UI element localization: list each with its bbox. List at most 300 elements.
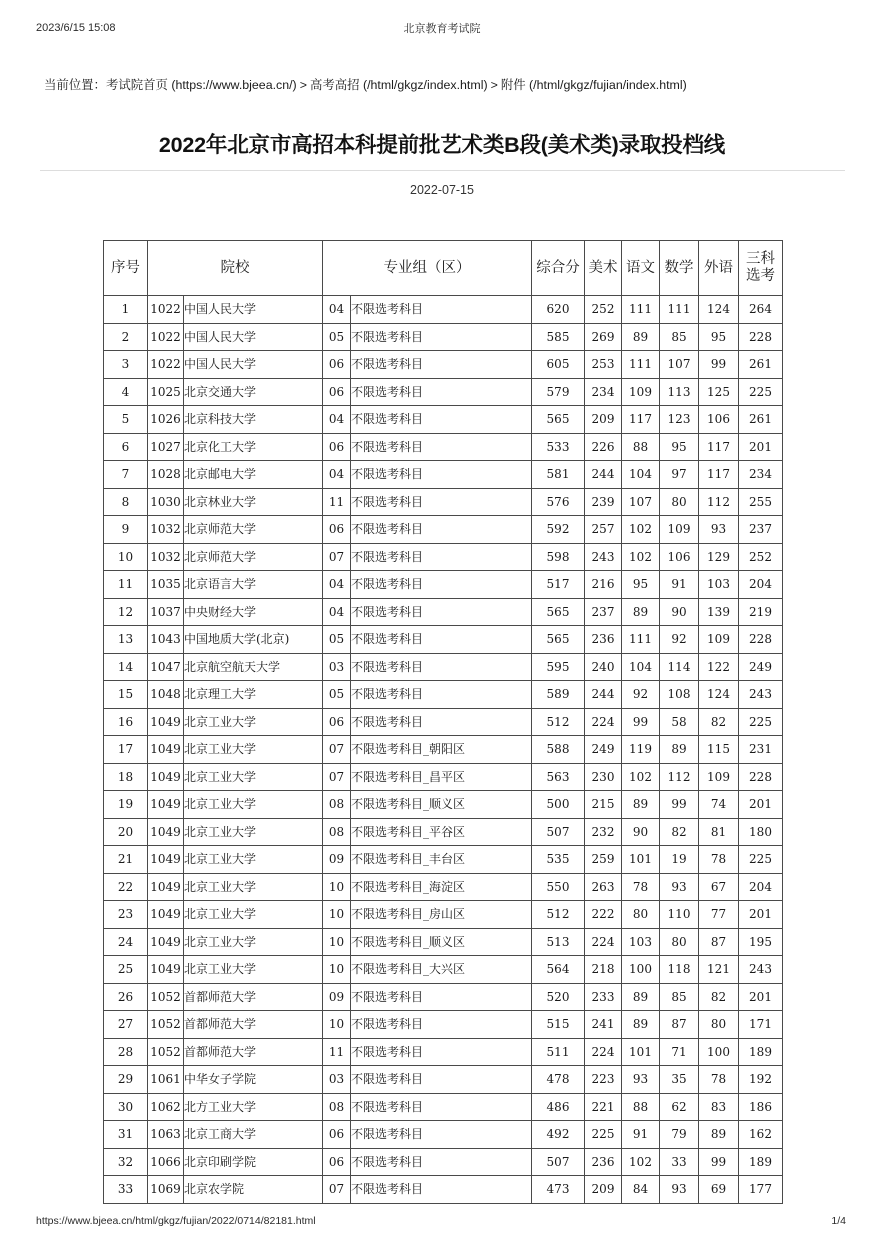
cell-math-score: 118 xyxy=(660,956,699,984)
cell-three-subject-score: 177 xyxy=(739,1176,783,1204)
cell-math-score: 111 xyxy=(660,296,699,324)
cell-math-score: 85 xyxy=(660,983,699,1011)
cell-foreign-score: 89 xyxy=(699,1121,739,1149)
cell-composite-score: 581 xyxy=(532,461,585,489)
cell-foreign-score: 99 xyxy=(699,1148,739,1176)
cell-chinese-score: 102 xyxy=(622,763,660,791)
cell-foreign-score: 78 xyxy=(699,1066,739,1094)
cell-three-subject-score: 201 xyxy=(739,983,783,1011)
cell-three-subject-score: 171 xyxy=(739,1011,783,1039)
cell-school-name: 首都师范大学 xyxy=(184,1038,323,1066)
cell-three-subject-score: 264 xyxy=(739,296,783,324)
cell-group-name: 不限选考科目_昌平区 xyxy=(351,763,532,791)
cell-three-subject-score: 228 xyxy=(739,323,783,351)
cell-group-name: 不限选考科目 xyxy=(351,571,532,599)
cell-three-subject-score: 261 xyxy=(739,351,783,379)
cell-group-name: 不限选考科目 xyxy=(351,653,532,681)
cell-math-score: 93 xyxy=(660,873,699,901)
cell-group-name: 不限选考科目 xyxy=(351,1011,532,1039)
cell-group-name: 不限选考科目 xyxy=(351,516,532,544)
cell-foreign-score: 80 xyxy=(699,1011,739,1039)
cell-art-score: 236 xyxy=(585,626,622,654)
cell-index: 6 xyxy=(104,433,148,461)
cell-school-code: 1049 xyxy=(148,708,184,736)
table-row xyxy=(104,846,783,874)
cell-group-code: 08 xyxy=(323,791,351,819)
cell-school-name: 北京工业大学 xyxy=(184,901,323,929)
cell-school-name: 北京工业大学 xyxy=(184,956,323,984)
cell-math-score: 95 xyxy=(660,433,699,461)
cell-group-name: 不限选考科目 xyxy=(351,1176,532,1204)
cell-group-name: 不限选考科目 xyxy=(351,983,532,1011)
cell-school-code: 1027 xyxy=(148,433,184,461)
table-row xyxy=(104,763,783,791)
cell-school-code: 1049 xyxy=(148,763,184,791)
cell-school-code: 1022 xyxy=(148,296,184,324)
cell-school-name: 北京工业大学 xyxy=(184,818,323,846)
cell-art-score: 244 xyxy=(585,461,622,489)
cell-group-code: 04 xyxy=(323,461,351,489)
cell-composite-score: 565 xyxy=(532,406,585,434)
cell-school-code: 1049 xyxy=(148,928,184,956)
cell-school-name: 北京工业大学 xyxy=(184,846,323,874)
column-header-art: 美术 xyxy=(585,241,622,296)
cell-math-score: 80 xyxy=(660,928,699,956)
breadcrumb-item-home[interactable]: 考试院首页 (https://www.bjeea.cn/) xyxy=(105,78,297,92)
cell-chinese-score: 89 xyxy=(622,983,660,1011)
cell-foreign-score: 83 xyxy=(699,1093,739,1121)
cell-math-score: 97 xyxy=(660,461,699,489)
cell-three-subject-score: 180 xyxy=(739,818,783,846)
cell-school-code: 1047 xyxy=(148,653,184,681)
cell-school-name: 北方工业大学 xyxy=(184,1093,323,1121)
cell-school-code: 1063 xyxy=(148,1121,184,1149)
cell-math-score: 92 xyxy=(660,626,699,654)
cell-school-code: 1049 xyxy=(148,873,184,901)
cell-foreign-score: 112 xyxy=(699,488,739,516)
cell-three-subject-score: 228 xyxy=(739,626,783,654)
cell-index: 12 xyxy=(104,598,148,626)
cell-composite-score: 565 xyxy=(532,626,585,654)
cell-art-score: 257 xyxy=(585,516,622,544)
cell-foreign-score: 82 xyxy=(699,708,739,736)
cell-school-code: 1026 xyxy=(148,406,184,434)
cell-three-subject-score: 225 xyxy=(739,378,783,406)
cell-chinese-score: 111 xyxy=(622,626,660,654)
cell-chinese-score: 90 xyxy=(622,818,660,846)
table-row xyxy=(104,571,783,599)
cell-chinese-score: 80 xyxy=(622,901,660,929)
cell-composite-score: 513 xyxy=(532,928,585,956)
table-row xyxy=(104,653,783,681)
cell-art-score: 239 xyxy=(585,488,622,516)
cell-school-code: 1032 xyxy=(148,543,184,571)
cell-group-code: 10 xyxy=(323,956,351,984)
cell-composite-score: 507 xyxy=(532,1148,585,1176)
breadcrumb-item-fujian[interactable]: 附件 (/html/gkgz/fujian/index.html) xyxy=(500,78,687,92)
cell-group-name: 不限选考科目 xyxy=(351,461,532,489)
cell-school-name: 中华女子学院 xyxy=(184,1066,323,1094)
breadcrumb-separator-1: > xyxy=(299,78,307,92)
cell-foreign-score: 81 xyxy=(699,818,739,846)
cell-composite-score: 576 xyxy=(532,488,585,516)
cell-group-code: 06 xyxy=(323,433,351,461)
cell-group-name: 不限选考科目_顺义区 xyxy=(351,928,532,956)
cell-school-code: 1048 xyxy=(148,681,184,709)
cell-math-score: 114 xyxy=(660,653,699,681)
cell-chinese-score: 119 xyxy=(622,736,660,764)
cell-school-name: 北京工业大学 xyxy=(184,791,323,819)
cell-math-score: 33 xyxy=(660,1148,699,1176)
print-header xyxy=(0,18,884,38)
cell-chinese-score: 88 xyxy=(622,1093,660,1121)
cell-index: 4 xyxy=(104,378,148,406)
column-header-school: 院校 xyxy=(148,241,323,296)
cell-group-name: 不限选考科目 xyxy=(351,543,532,571)
table-row xyxy=(104,543,783,571)
cell-composite-score: 563 xyxy=(532,763,585,791)
cell-index: 14 xyxy=(104,653,148,681)
breadcrumb-item-gkgz[interactable]: 高考高招 (/html/gkgz/index.html) xyxy=(309,78,488,92)
cell-math-score: 58 xyxy=(660,708,699,736)
cell-three-subject-score: 195 xyxy=(739,928,783,956)
cell-three-subject-score: 201 xyxy=(739,901,783,929)
table-row xyxy=(104,873,783,901)
cell-index: 3 xyxy=(104,351,148,379)
cell-school-code: 1061 xyxy=(148,1066,184,1094)
title-divider xyxy=(40,170,845,171)
cell-index: 15 xyxy=(104,681,148,709)
cell-math-score: 93 xyxy=(660,1176,699,1204)
table-row xyxy=(104,928,783,956)
cell-foreign-score: 74 xyxy=(699,791,739,819)
cell-three-subject-score: 234 xyxy=(739,461,783,489)
cell-three-subject-score: 192 xyxy=(739,1066,783,1094)
cell-foreign-score: 95 xyxy=(699,323,739,351)
cell-composite-score: 589 xyxy=(532,681,585,709)
cell-group-name: 不限选考科目_顺义区 xyxy=(351,791,532,819)
cell-group-code: 06 xyxy=(323,1121,351,1149)
cell-group-code: 07 xyxy=(323,543,351,571)
cell-school-code: 1049 xyxy=(148,818,184,846)
cell-school-code: 1049 xyxy=(148,901,184,929)
cell-group-code: 08 xyxy=(323,818,351,846)
cell-three-subject-score: 225 xyxy=(739,846,783,874)
table-row xyxy=(104,1038,783,1066)
cell-composite-score: 565 xyxy=(532,598,585,626)
cell-composite-score: 520 xyxy=(532,983,585,1011)
cell-math-score: 90 xyxy=(660,598,699,626)
cell-group-code: 03 xyxy=(323,653,351,681)
table-row xyxy=(104,323,783,351)
cell-art-score: 230 xyxy=(585,763,622,791)
column-header-three-subject-elective xyxy=(739,241,783,296)
cell-school-code: 1049 xyxy=(148,736,184,764)
cell-three-subject-score: 219 xyxy=(739,598,783,626)
cell-art-score: 218 xyxy=(585,956,622,984)
cell-group-code: 06 xyxy=(323,516,351,544)
table-row xyxy=(104,1011,783,1039)
cell-composite-score: 511 xyxy=(532,1038,585,1066)
cell-group-name: 不限选考科目 xyxy=(351,378,532,406)
cell-index: 2 xyxy=(104,323,148,351)
table-row xyxy=(104,433,783,461)
cell-three-subject-score: 243 xyxy=(739,956,783,984)
cell-school-name: 北京师范大学 xyxy=(184,543,323,571)
cell-index: 22 xyxy=(104,873,148,901)
cell-composite-score: 592 xyxy=(532,516,585,544)
cell-index: 26 xyxy=(104,983,148,1011)
cell-group-name: 不限选考科目 xyxy=(351,1121,532,1149)
cell-foreign-score: 106 xyxy=(699,406,739,434)
site-name: 北京教育考试院 xyxy=(403,23,481,35)
cell-foreign-score: 93 xyxy=(699,516,739,544)
cell-index: 17 xyxy=(104,736,148,764)
cell-group-code: 10 xyxy=(323,1011,351,1039)
cell-school-name: 北京师范大学 xyxy=(184,516,323,544)
cell-art-score: 209 xyxy=(585,406,622,434)
cell-art-score: 234 xyxy=(585,378,622,406)
cell-group-name: 不限选考科目_朝阳区 xyxy=(351,736,532,764)
cell-group-name: 不限选考科目_大兴区 xyxy=(351,956,532,984)
cell-school-code: 1049 xyxy=(148,791,184,819)
cell-school-code: 1035 xyxy=(148,571,184,599)
cell-art-score: 224 xyxy=(585,928,622,956)
cell-group-name: 不限选考科目 xyxy=(351,1038,532,1066)
cell-composite-score: 598 xyxy=(532,543,585,571)
cell-school-name: 中国地质大学(北京) xyxy=(184,626,323,654)
cell-group-code: 05 xyxy=(323,681,351,709)
cell-group-name: 不限选考科目 xyxy=(351,1093,532,1121)
cell-chinese-score: 89 xyxy=(622,323,660,351)
cell-math-score: 62 xyxy=(660,1093,699,1121)
column-header-composite-score: 综合分 xyxy=(532,241,585,296)
cell-math-score: 99 xyxy=(660,791,699,819)
cell-school-code: 1066 xyxy=(148,1148,184,1176)
cell-group-code: 08 xyxy=(323,1093,351,1121)
cell-school-code: 1052 xyxy=(148,1011,184,1039)
cell-art-score: 233 xyxy=(585,983,622,1011)
cell-art-score: 224 xyxy=(585,1038,622,1066)
cell-chinese-score: 102 xyxy=(622,516,660,544)
column-header-chinese: 语文 xyxy=(622,241,660,296)
cell-math-score: 82 xyxy=(660,818,699,846)
cell-group-name: 不限选考科目 xyxy=(351,708,532,736)
cell-chinese-score: 84 xyxy=(622,1176,660,1204)
cell-foreign-score: 78 xyxy=(699,846,739,874)
cell-foreign-score: 117 xyxy=(699,433,739,461)
cell-foreign-score: 69 xyxy=(699,1176,739,1204)
cell-index: 8 xyxy=(104,488,148,516)
cell-composite-score: 473 xyxy=(532,1176,585,1204)
cell-art-score: 222 xyxy=(585,901,622,929)
cell-group-name: 不限选考科目_丰台区 xyxy=(351,846,532,874)
table-row xyxy=(104,791,783,819)
table-row xyxy=(104,296,783,324)
cell-group-code: 10 xyxy=(323,901,351,929)
cell-composite-score: 550 xyxy=(532,873,585,901)
cell-school-name: 北京语言大学 xyxy=(184,571,323,599)
cell-foreign-score: 109 xyxy=(699,626,739,654)
cell-school-name: 北京化工大学 xyxy=(184,433,323,461)
publish-date: 2022-07-15 xyxy=(410,183,474,197)
table-row xyxy=(104,1176,783,1204)
cell-group-code: 05 xyxy=(323,626,351,654)
cell-composite-score: 486 xyxy=(532,1093,585,1121)
table-row xyxy=(104,818,783,846)
table-row xyxy=(104,598,783,626)
cell-index: 31 xyxy=(104,1121,148,1149)
cell-math-score: 85 xyxy=(660,323,699,351)
cell-art-score: 236 xyxy=(585,1148,622,1176)
cell-group-code: 06 xyxy=(323,1148,351,1176)
cell-composite-score: 564 xyxy=(532,956,585,984)
cell-group-code: 09 xyxy=(323,983,351,1011)
cell-group-name: 不限选考科目_海淀区 xyxy=(351,873,532,901)
cell-index: 5 xyxy=(104,406,148,434)
cell-composite-score: 595 xyxy=(532,653,585,681)
cell-three-subject-score: 204 xyxy=(739,873,783,901)
cell-school-name: 首都师范大学 xyxy=(184,1011,323,1039)
cell-school-name: 中国人民大学 xyxy=(184,351,323,379)
page-footer xyxy=(0,1215,884,1231)
cell-school-code: 1049 xyxy=(148,846,184,874)
cell-index: 32 xyxy=(104,1148,148,1176)
cell-school-name: 中央财经大学 xyxy=(184,598,323,626)
cell-school-code: 1037 xyxy=(148,598,184,626)
cell-index: 9 xyxy=(104,516,148,544)
cell-foreign-score: 124 xyxy=(699,681,739,709)
cell-chinese-score: 88 xyxy=(622,433,660,461)
cell-group-name: 不限选考科目 xyxy=(351,626,532,654)
cell-math-score: 71 xyxy=(660,1038,699,1066)
cell-math-score: 109 xyxy=(660,516,699,544)
cell-composite-score: 515 xyxy=(532,1011,585,1039)
cell-group-code: 11 xyxy=(323,1038,351,1066)
cell-group-code: 11 xyxy=(323,488,351,516)
cell-group-name: 不限选考科目 xyxy=(351,1066,532,1094)
cell-art-score: 224 xyxy=(585,708,622,736)
cell-math-score: 80 xyxy=(660,488,699,516)
cell-group-name: 不限选考科目 xyxy=(351,433,532,461)
cell-art-score: 244 xyxy=(585,681,622,709)
table-row xyxy=(104,956,783,984)
column-header-major-group: 专业组（区） xyxy=(323,241,532,296)
cell-school-name: 北京林业大学 xyxy=(184,488,323,516)
cell-foreign-score: 82 xyxy=(699,983,739,1011)
cell-art-score: 221 xyxy=(585,1093,622,1121)
cell-school-name: 北京科技大学 xyxy=(184,406,323,434)
cell-math-score: 35 xyxy=(660,1066,699,1094)
cell-school-name: 北京工商大学 xyxy=(184,1121,323,1149)
cell-chinese-score: 89 xyxy=(622,598,660,626)
cell-index: 1 xyxy=(104,296,148,324)
cell-group-name: 不限选考科目 xyxy=(351,488,532,516)
cell-foreign-score: 139 xyxy=(699,598,739,626)
cell-foreign-score: 99 xyxy=(699,351,739,379)
cell-foreign-score: 122 xyxy=(699,653,739,681)
cell-art-score: 209 xyxy=(585,1176,622,1204)
cell-composite-score: 535 xyxy=(532,846,585,874)
table-row xyxy=(104,1093,783,1121)
cell-math-score: 107 xyxy=(660,351,699,379)
three-subject-line-1: 三科 xyxy=(746,251,775,268)
cell-chinese-score: 103 xyxy=(622,928,660,956)
cell-three-subject-score: 249 xyxy=(739,653,783,681)
score-table-container xyxy=(103,240,782,1204)
cell-group-name: 不限选考科目 xyxy=(351,681,532,709)
cell-composite-score: 507 xyxy=(532,818,585,846)
table-header-row xyxy=(104,241,783,296)
cell-school-name: 北京工业大学 xyxy=(184,928,323,956)
cell-three-subject-score: 162 xyxy=(739,1121,783,1149)
cell-chinese-score: 91 xyxy=(622,1121,660,1149)
cell-art-score: 226 xyxy=(585,433,622,461)
cell-composite-score: 579 xyxy=(532,378,585,406)
cell-group-code: 04 xyxy=(323,598,351,626)
admission-score-table xyxy=(103,240,783,1204)
cell-chinese-score: 111 xyxy=(622,351,660,379)
cell-school-code: 1025 xyxy=(148,378,184,406)
cell-index: 21 xyxy=(104,846,148,874)
cell-three-subject-score: 228 xyxy=(739,763,783,791)
table-row xyxy=(104,516,783,544)
cell-school-name: 首都师范大学 xyxy=(184,983,323,1011)
table-row xyxy=(104,983,783,1011)
cell-three-subject-score: 189 xyxy=(739,1148,783,1176)
cell-chinese-score: 109 xyxy=(622,378,660,406)
cell-group-name: 不限选考科目 xyxy=(351,296,532,324)
cell-three-subject-score: 231 xyxy=(739,736,783,764)
footer-source-url[interactable]: https://www.bjeea.cn/html/gkgz/fujian/2022/0714/82181.html xyxy=(36,1215,316,1227)
cell-chinese-score: 101 xyxy=(622,1038,660,1066)
cell-school-code: 1052 xyxy=(148,1038,184,1066)
print-timestamp: 2023/6/15 15:08 xyxy=(36,22,116,34)
cell-chinese-score: 104 xyxy=(622,461,660,489)
cell-art-score: 263 xyxy=(585,873,622,901)
cell-three-subject-score: 186 xyxy=(739,1093,783,1121)
cell-chinese-score: 93 xyxy=(622,1066,660,1094)
cell-art-score: 252 xyxy=(585,296,622,324)
cell-group-code: 04 xyxy=(323,571,351,599)
column-header-index: 序号 xyxy=(104,241,148,296)
cell-school-code: 1028 xyxy=(148,461,184,489)
cell-three-subject-score: 201 xyxy=(739,433,783,461)
cell-school-name: 北京工业大学 xyxy=(184,873,323,901)
cell-chinese-score: 92 xyxy=(622,681,660,709)
cell-art-score: 216 xyxy=(585,571,622,599)
cell-chinese-score: 100 xyxy=(622,956,660,984)
cell-school-code: 1052 xyxy=(148,983,184,1011)
cell-math-score: 79 xyxy=(660,1121,699,1149)
cell-chinese-score: 95 xyxy=(622,571,660,599)
cell-chinese-score: 99 xyxy=(622,708,660,736)
cell-composite-score: 533 xyxy=(532,433,585,461)
cell-foreign-score: 100 xyxy=(699,1038,739,1066)
cell-art-score: 243 xyxy=(585,543,622,571)
cell-index: 25 xyxy=(104,956,148,984)
table-row xyxy=(104,378,783,406)
breadcrumb-separator-2: > xyxy=(490,78,498,92)
cell-foreign-score: 109 xyxy=(699,763,739,791)
cell-foreign-score: 129 xyxy=(699,543,739,571)
cell-composite-score: 605 xyxy=(532,351,585,379)
cell-chinese-score: 78 xyxy=(622,873,660,901)
table-header xyxy=(104,241,783,296)
cell-school-name: 北京工业大学 xyxy=(184,763,323,791)
column-header-foreign-language: 外语 xyxy=(699,241,739,296)
cell-group-name: 不限选考科目 xyxy=(351,351,532,379)
